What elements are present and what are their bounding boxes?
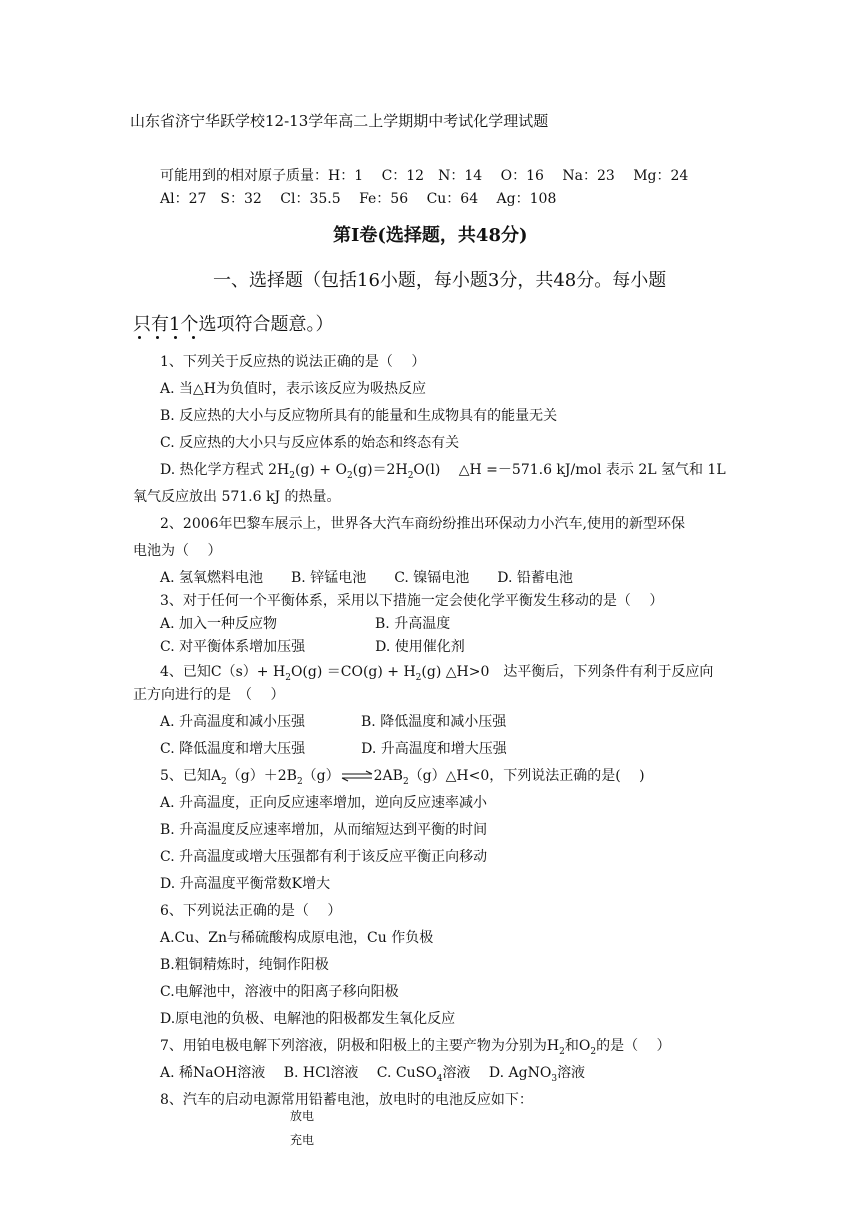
question-1-option-a: A. 当△H为负值时，表示该反应为吸热反应 (160, 381, 426, 397)
section-heading-line2: 只有1个选项符合题意。） (133, 314, 334, 335)
doc-title: 山东省济宁华跃学校12-13学年高二上学期期中考试化学理试题 (130, 112, 549, 130)
question-3-options-ab: A. 加入一种反应物 B. 升高温度 (160, 616, 451, 632)
question-2-cont: 电池为（ ） (133, 543, 222, 559)
question-6-option-c: C.电解池中，溶液中的阳离子移向阳极 (160, 984, 399, 1000)
question-5-option-c: C. 升高温度或增大压强都有利于该反应平衡正向移动 (160, 849, 488, 865)
question-1-option-d: D. 热化学方程式 $2H_2(g) + O_2(g)=2H_2O(l)$ △H =－571.6 kJ/mol 表示 2L 氢气和 1L (160, 462, 726, 481)
discharge-label: 放电 (290, 1109, 315, 1123)
question-8: 8、汽车的启动电源常用铅蓄电池，放电时的电池反应如下： (160, 1092, 533, 1108)
question-3-options-cd: C. 对平衡体系增加压强 D. 使用催化剂 (160, 639, 465, 655)
atomic-masses-line1: 可能用到的相对原子质量：H：1 C：12 N：14 O：16 Na：23 Mg：24 (160, 168, 689, 184)
charge-label: 充电 (290, 1133, 315, 1147)
question-1-option-c: C. 反应热的大小只与反应体系的始态和终态有关 (160, 435, 460, 451)
question-4-options-cd: C. 降低温度和增大压强 D. 升高温度和增大压强 (160, 741, 507, 757)
question-1-option-b: B. 反应热的大小与反应物所具有的能量和生成物具有的能量无关 (160, 408, 558, 424)
question-5-option-b: B. 升高温度反应速率增加，从而缩短达到平衡的时间 (160, 822, 488, 838)
question-1: 1、下列关于反应热的说法正确的是（ ） (160, 354, 426, 370)
question-5: 5、已知$A_2(g)+2B_2(g)$ $2AB_2(g)\triangle H<0$，下列说法正确的是( ) (160, 768, 645, 787)
question-1-option-d-cont: 氧气反应放出 571.6 kJ 的热量。 (133, 489, 341, 505)
question-7: 7、用铂电极电解下列溶液，阴极和阳极上的主要产物为分别为$H_2$和$O_2$的是（ ） (160, 1038, 671, 1057)
question-6-option-a: A.Cu、Zn与稀硫酸构成原电池，Cu 作负极 (160, 930, 434, 946)
question-7-options: A. 稀NaOH溶液 B. HCl溶液 C. CuSO$_4$溶液 D. AgNO$_3$溶液 (160, 1065, 586, 1084)
question-3: 3、对于任何一个平衡体系，采用以下措施一定会使化学平衡发生移动的是（ ） (160, 593, 664, 609)
question-2: 2、2006年巴黎车展示上，世界各大汽车商纷纷推出环保动力小汽车,使用的新型环保 (160, 516, 685, 532)
section-heading-line1: 一、选择题（包括16小题，每小题3分，共48分。每小题 (213, 270, 667, 291)
question-4: 4、已知$C(s)+ H_2O(g) =CO(g) + H_2(g)$ △H>0 达平衡后，下列条件有利于反应向 (160, 664, 714, 683)
question-5-option-a: A. 升高温度，正向反应速率增加，逆向反应速率减小 (160, 795, 488, 811)
equilibrium-arrow-icon (340, 770, 374, 782)
question-6-option-b: B.粗铜精炼时，纯铜作阳极 (160, 957, 329, 973)
question-4-options-ab: A. 升高温度和减小压强 B. 降低温度和减小压强 (160, 714, 507, 730)
question-2-options: A. 氢氧燃料电池 B. 锌锰电池 C. 镍镉电池 D. 铅蓄电池 (160, 570, 573, 586)
volume-title: 第Ⅰ卷(选择题，共48分) (333, 225, 528, 246)
atomic-masses-line2: Al：27 S：32 Cl：35.5 Fe：56 Cu：64 Ag：108 (160, 191, 557, 207)
question-4-cont: 正方向进行的是 （ ） (133, 687, 285, 703)
question-6: 6、下列说法正确的是（ ） (160, 903, 342, 919)
question-5-option-d: D. 升高温度平衡常数K增大 (160, 876, 331, 892)
question-6-option-d: D.原电池的负极、电解池的阳极都发生氧化反应 (160, 1011, 456, 1027)
